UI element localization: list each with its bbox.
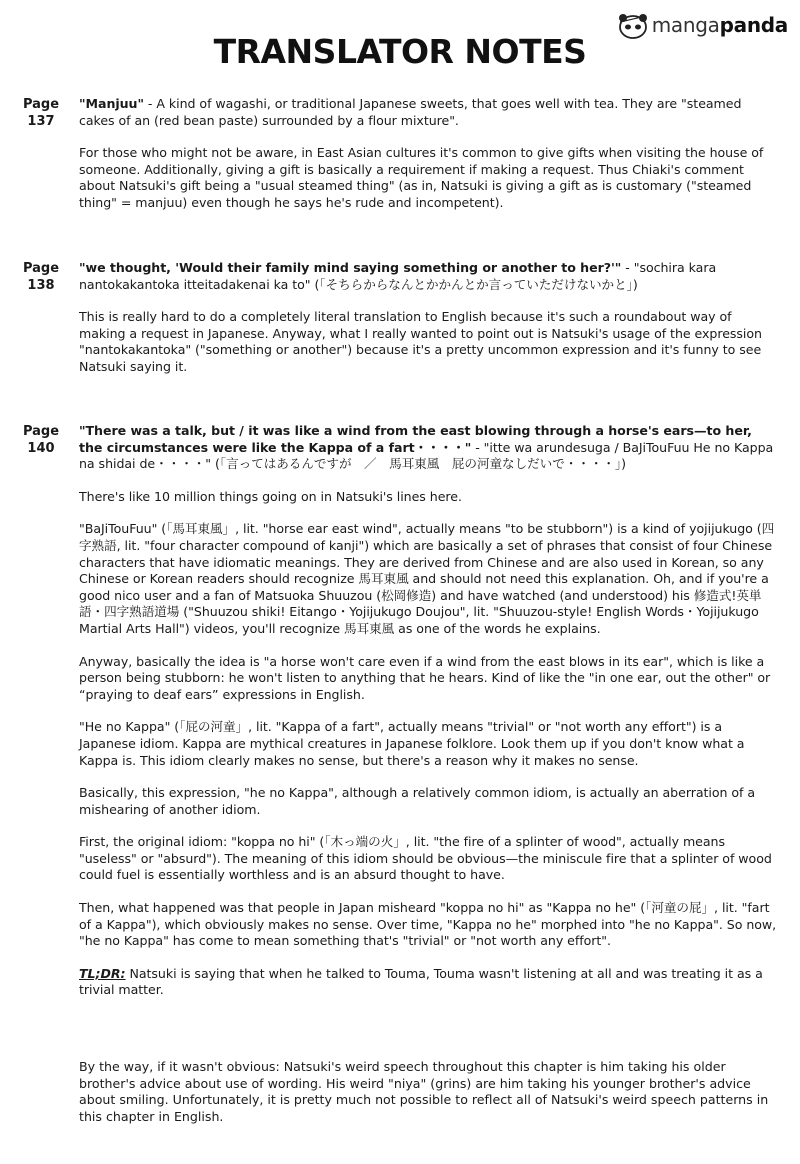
- note-body: [79, 260, 779, 376]
- note-paragraph: First, the original idiom: "koppa no hi" (「木っ端の火」, lit. "the fire of a splinter of wood", actually means "useless" or "absurd"). The meaning of this idiom should be obvious—the miniscule fire that a splinter of wood could fuel is essentially worthless and is an absurd thought to have.: [79, 834, 772, 883]
- note-body: [79, 96, 779, 212]
- closing-note: By the way, if it wasn't obvious: Natsuki's weird speech throughout this chapter is him taking his older brother's advice about use of wording. His weird "niya" (grins) are him taking his younger brother's advice about smiling. Unfortunately, it is pretty much not possible to reflect all of Natsuki's weird speech patterns in this chapter in English.: [79, 1059, 769, 1124]
- tldr-label: TL;DR:: [79, 965, 126, 981]
- page-label: [20, 423, 62, 457]
- page-number: 137: [27, 114, 55, 129]
- note-paragraph: [79, 96, 779, 129]
- note-body: [79, 423, 779, 999]
- note-paragraph: Then, what happened was that people in Japan misheard "koppa no hi" as "Kappa no he" (「河童の屁」, lit. "fart of a Kappa"), which obviously makes no sense. Over time, "Kappa no he" morphed into "he no Kappa". So now, "he no Kappa" has come to mean something that's "trivial" or "not worth any effort".: [79, 900, 777, 949]
- logo-text-bold: panda: [719, 13, 788, 37]
- note-paragraph: Anyway, basically the idea is "a horse won't care even if a wind from the east blows in its ear", which is like a person being stubborn: he won't listen to anything that he hears. Kind of like the "in one ear, out the other" or “praying to deaf ears” expressions in English.: [79, 653, 771, 702]
- note-paragraph: [79, 423, 779, 473]
- page-word: Page: [22, 261, 60, 276]
- logo-text-light: manga: [651, 13, 720, 37]
- note-paragraph: Basically, this expression, "he no Kappa", although a relatively common idiom, is actually an aberration of a mishearing of another idiom.: [79, 785, 756, 817]
- note-paragraph: "He no Kappa" (「屁の河童」, lit. "Kappa of a fart", actually means "trivial" or "not worth any effort") is a Japanese idiom. Kappa are mythical creatures in Japanese folklore. Look them up if you don't know what a Kappa is. This idiom clearly makes no sense, but there's a reason why it makes no sense.: [79, 719, 745, 768]
- note-paragraph: For those who might not be aware, in East Asian cultures it's common to give gifts when visiting the house of someone. Additionally, giving a gift is basically a requirement if making a request. Thus Chiaki's comment about Natsuki's gift being a "usual steamed thing" (as in, Natsuki is giving a gift as is customary ("steamed thing" = manjuu) even though he says he's rude and incompetent).: [79, 145, 764, 210]
- note-paragraph: There's like 10 million things going on in Natsuki's lines here.: [79, 488, 462, 504]
- note-text: - A kind of wagashi, or traditional Japanese sweets, that goes well with tea. They are "steamed cakes of an (red bean paste) surrounded by a flour mixture".: [79, 96, 742, 128]
- note-paragraph: [79, 260, 779, 293]
- note-term: "Manjuu": [79, 96, 144, 111]
- page-word: Page: [22, 424, 60, 439]
- note-term: "we thought, 'Would their family mind saying something or another to her?'": [79, 260, 622, 275]
- note-term: "There was a talk, but / it was like a wind from the east blowing through a horse's ears—to her, the circumstances were like the Kappa of a fart・・・・": [79, 423, 752, 455]
- note-text: - "sochira kara nantokakantoka itteitadakenai ka to" (「そちらからなんとかかんとか言っていただけないかと」): [79, 260, 717, 292]
- page-word: Page: [22, 97, 60, 112]
- page-number: 140: [27, 441, 55, 456]
- note-text: - "itte wa arundesuga / BaJiTouFuu He no Kappa na shidai de・・・・" (「言ってはあるんですが ／ 馬耳東風 屁の河童なしだいで・・・・」): [79, 439, 774, 472]
- note-paragraph: "BaJiTouFuu" (「馬耳東風」, lit. "horse ear east wind", actually means "to be stubborn") is a kind of yojijukugo (四字熟語, lit. "four character compound of kanji") which are basically a set of phrases that consist of four Chinese characters that have idiomatic meanings. They are derived from Chinese and are also used in Korean, so any Chinese or Korean readers should recognize 馬耳東風 and should not need this explanation. Oh, and if you're a good nico user and a fan of Matsuoka Shuuzou (松岡修造) and have watched (and understood) his 修造式!英単語・四字熟語道場 ("Shuuzou shiki! Eitango・Yojijukugo Doujou", lit. "Shuuzou-style! English Words・Yojijukugo Martial Arts Hall") videos, you'll recognize 馬耳東風 as one of the words he explains.: [79, 521, 775, 636]
- page-number: 138: [27, 278, 55, 293]
- note-paragraph: This is really hard to do a completely literal translation to English because it's such a roundabout way of making a request in Japanese. Anyway, what I really wanted to point out is Natsuki's usage of the expression "nantokakantoka" ("something or another") because it's a pretty uncommon expression and it's funny to see Natsuki saying it.: [79, 309, 762, 374]
- tldr-summary: [79, 966, 779, 999]
- tldr-text: Natsuki is saying that when he talked to Touma, Touma wasn't listening at all and was treating it as a trivial matter.: [79, 965, 763, 998]
- page-title: TRANSLATOR NOTES: [213, 32, 587, 71]
- page-label: [20, 96, 62, 130]
- page-label: [20, 260, 62, 294]
